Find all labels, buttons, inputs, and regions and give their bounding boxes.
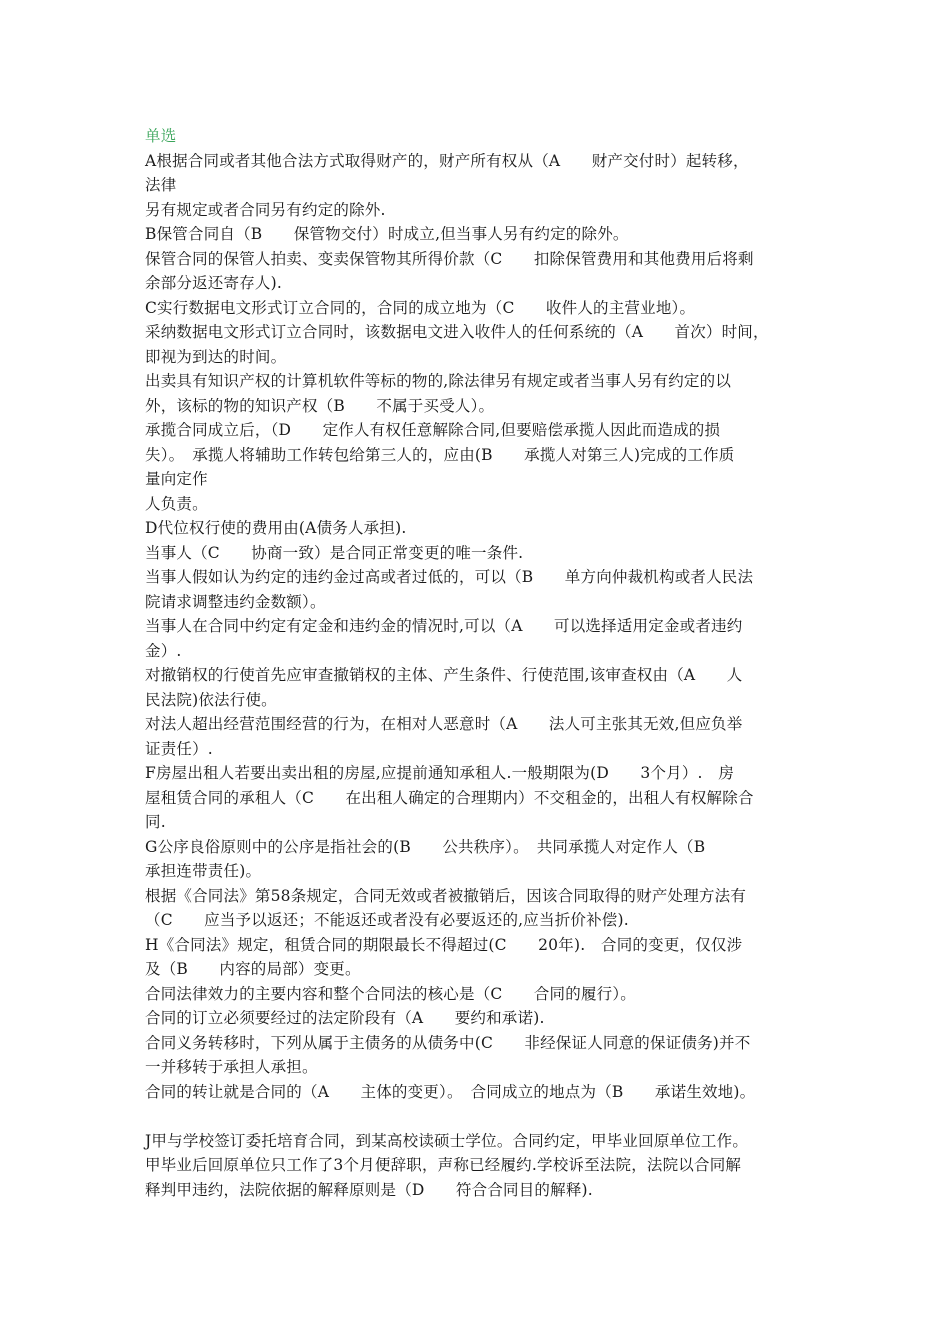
text-line: 承揽合同成立后，（D 定作人有权任意解除合同,但要赔偿承揽人因此而造成的损 [145,421,721,439]
text-line: 余部分返还寄存人). [145,274,282,292]
document-body [145,124,825,1202]
text-line: 甲毕业后回原单位只工作了3个月便辞职，声称已经履约.学校诉至法院，法院以合同解 [145,1156,742,1174]
text-line: G公序良俗原则中的公序是指社会的(B 公共秩序）。 共同承揽人对定作人（B [145,837,706,856]
text-line: 即视为到达的时间。 [145,347,287,366]
text-line: 失）。 承揽人将辅助工作转包给第三人的，应由(B 承揽人对第三人)完成的工作质 [145,445,735,464]
text-line: 合同义务转移时，下列从属于主债务的从债务中(C 非经保证人同意的保证债务)并不 [145,1033,751,1052]
text-line: J甲与学校签订委托培育合同，到某高校读硕士学位。合同约定，甲毕业回原单位工作。 [145,1131,749,1150]
text-line: 当事人（C 协商一致）是合同正常变更的唯一条件. [145,543,524,562]
text-line: 对撤销权的行使首先应审查撤销权的主体、产生条件、行使范围,该审查权由（A 人 [145,666,743,684]
text-line: 法律 [145,176,177,194]
text-line: 当事人假如认为约定的违约金过高或者过低的，可以（B 单方向仲裁机构或者人民法 [145,568,754,586]
text-line: A根据合同或者其他合法方式取得财产的，财产所有权从（A 财产交付时）起转移， [145,151,749,170]
text-line: C实行数据电文形式订立合同的，合同的成立地为（C 收件人的主营业地）。 [145,298,696,317]
text-line: 民法院)依法行使。 [145,690,277,709]
text-line: 人负责。 [145,494,208,513]
text-line: 及（B 内容的局部）变更。 [145,960,361,978]
text-line: 金）. [145,641,182,660]
text-line: 保管合同的保管人拍卖、变卖保管物其所得价款（C 扣除保管费用和其他费用后将剩 [145,249,754,268]
text-line: H《合同法》规定，租赁合同的期限最长不得超过(C 20年). 合同的变更，仅仅涉 [145,935,743,954]
text-line: F房屋出租人若要出卖出租的房屋,应提前通知承租人.一般期限为(D 3个月）. 房 [145,764,735,782]
text-line: 一并移转于承担人承担。 [145,1058,318,1076]
text-line: 释判甲违约，法院依据的解释原则是（D 符合合同目的解释). [145,1180,593,1199]
text-line: B保管合同自（B 保管物交付）时成立,但当事人另有约定的除外。 [145,225,629,243]
text-line: 合同法律效力的主要内容和整个合同法的核心是（C 合同的履行）。 [145,984,637,1003]
text-line: 另有规定或者合同另有约定的除外. [145,200,386,219]
text-line: 同. [145,813,166,831]
text-line: 院请求调整违约金数额）。 [145,592,326,611]
text-line: 根据《合同法》第58条规定，合同无效或者被撤销后，因该合同取得的财产处理方法有 [145,886,747,905]
text-lines [145,149,825,1203]
text-line: （C 应当予以返还；不能返还或者没有必要返还的,应当折价补偿). [145,911,629,929]
text-line: 屋租赁合同的承租人（C 在出租人确定的合理期内）不交租金的，出租人有权解除合 [145,788,754,807]
text-line: 外，该标的物的知识产权（B 不属于买受人）。 [145,396,495,415]
text-line: 合同的转让就是合同的（A 主体的变更）。 合同成立的地点为（B 承诺生效地)。 [145,1082,756,1101]
text-line: 当事人在合同中约定有定金和违约金的情况时,可以（A 可以选择适用定金或者违约 [145,617,743,635]
text-line: 承担连带责任)。 [145,862,262,880]
text-line: 出卖具有知识产权的计算机软件等标的物的,除法律另有规定或者当事人另有约定的以 [145,372,732,390]
blank-line [145,1104,825,1129]
text-line: 证责任）. [145,739,213,758]
text-line: 采纳数据电文形式订立合同时，该数据电文进入收件人的任何系统的（A 首次）时间， [145,323,769,341]
text-line: 合同的订立必须要经过的法定阶段有（A 要约和承诺). [145,1009,545,1027]
section-heading: 单选 [145,127,177,145]
text-line: D代位权行使的费用由(A债务人承担). [145,519,407,537]
text-line: 对法人超出经营范围经营的行为，在相对人恶意时（A 法人可主张其无效,但应负举 [145,715,743,733]
text-line: 量向定作 [145,470,208,488]
